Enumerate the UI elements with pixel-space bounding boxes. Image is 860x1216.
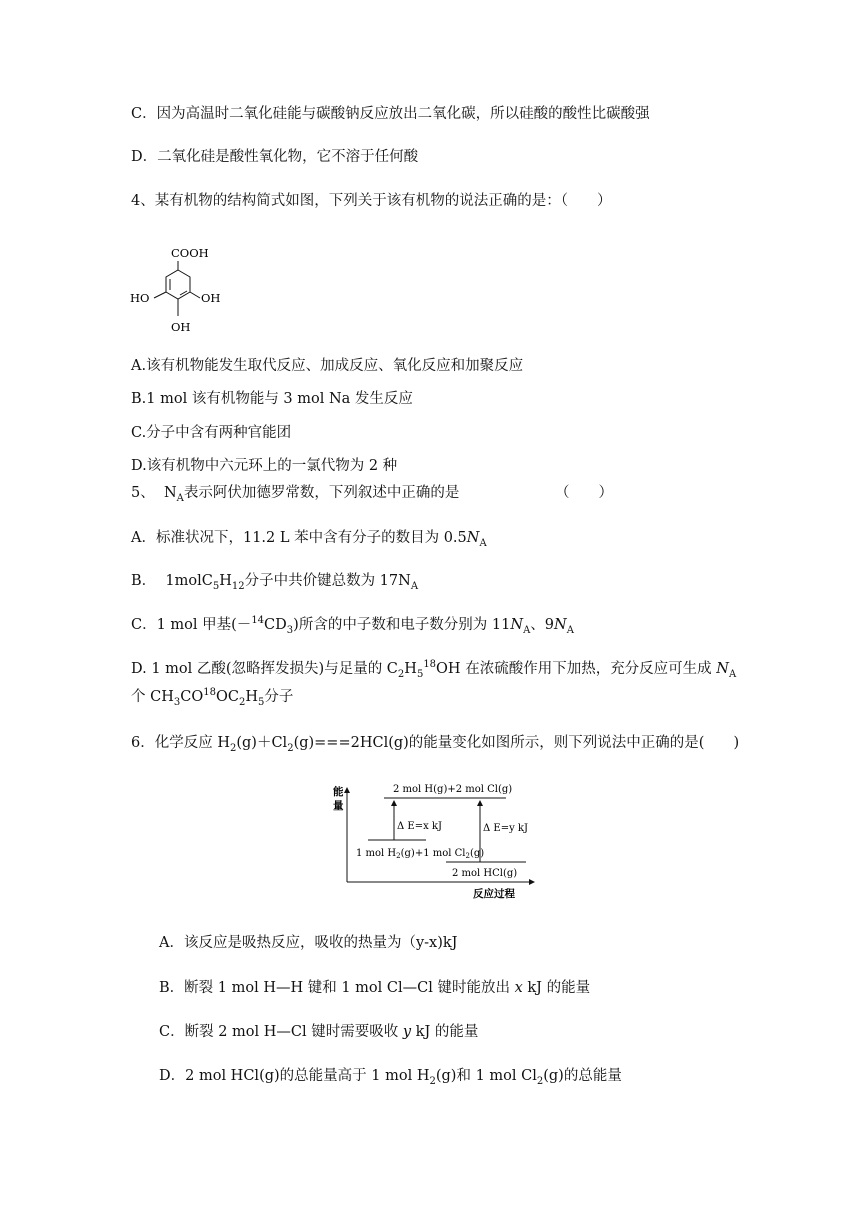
q4-structure-diagram [128, 240, 238, 340]
q6-energy-diagram [328, 778, 538, 902]
q5-option-d-line1: D. 1 mol 乙酸(忽略挥发损失)与足量的 $C_2H_5^{18}OH$ 在浓硫酸作用下加热，充分反应可生成 $N_A$ [131, 659, 737, 680]
structure-cooh-label: COOH [171, 246, 209, 260]
q3-option-c: C．因为高温时二氧化硅能与碳酸钠反应放出二氧化碳，所以硅酸的酸性比碳酸强 [131, 106, 650, 122]
diagram-ylabel-2: 量 [333, 800, 344, 812]
q4-option-a: A.该有机物能发生取代反应、加成反应、氧化反应和加聚反应 [131, 358, 524, 374]
q5-option-c: C．1 mol 甲基$(-^{14}CD_3)$所含的中子数和电子数分别为 $11N_A$、$9N_A$ [131, 615, 574, 636]
q4-option-b: B.1 mol 该有机物能与 3 mol Na 发生反应 [131, 391, 413, 407]
q5-option-d-line2: 个 $CH_3CO^{18}OC_2H_5$分子 [131, 687, 294, 708]
structure-ho-left: HO [130, 291, 150, 305]
q4-option-c: C.分子中含有两种官能团 [131, 425, 292, 441]
diagram-delta-x: Δ E=x kJ [397, 821, 442, 832]
q5-answer-paren: （ ） [555, 485, 613, 501]
diagram-ylabel-1: 能 [333, 786, 344, 798]
diagram-delta-y: Δ E=y kJ [483, 823, 528, 834]
q6-option-d: D．2 mol HCl(g)的总能量高于 1 mol $H_2(g)$和 1 mol $Cl_2(g)$的总能量 [159, 1068, 622, 1087]
q4-option-d: D.该有机物中六元环上的一氯代物为 2 种 [131, 458, 398, 474]
diagram-top-level: 2 mol H(g)+2 mol Cl(g) [393, 784, 513, 795]
q6-option-a: A．该反应是吸热反应，吸收的热量为（y-x)kJ [159, 935, 458, 951]
q5-option-b: B． $1molC_5H_{12}$分子中共价键总数为 $17N_A$ [131, 573, 419, 592]
q6-option-b: B．断裂 1 mol H—H 键和 1 mol Cl—Cl 键时能放出 x kJ 的能量 [159, 980, 591, 996]
diagram-bottom-level: 2 mol HCl(g) [452, 868, 518, 879]
q4-stem: 4、某有机物的结构简式如图，下列关于该有机物的说法正确的是：（ ） [131, 193, 612, 209]
structure-oh-right: OH [201, 291, 221, 305]
diagram-left-level: 1 mol $H_2(g)+1$ mol $Cl_2(g)$ [356, 848, 485, 860]
q3-option-d: D．二氧化硅是酸性氧化物，它不溶于任何酸 [131, 149, 419, 165]
diagram-xlabel: 反应过程 [473, 888, 515, 900]
q6-option-c: C．断裂 2 mol H—Cl 键时需要吸收 y kJ 的能量 [159, 1024, 479, 1040]
q5-stem: 5、 $N_A$表示阿伏加德罗常数，下列叙述中正确的是 [131, 485, 460, 504]
q5-option-a: A．标准状况下，11.2 L 苯中含有分子的数目为 $0.5N_A$ [131, 530, 487, 549]
q5-number: 5、 [131, 485, 155, 501]
structure-oh-bottom: OH [171, 320, 191, 334]
q6-stem: 6．化学反应 $H_2(g)+Cl_2(g)===2HCl(g)$的能量变化如图所示，则下列说法中正确的是( ) [131, 735, 740, 754]
